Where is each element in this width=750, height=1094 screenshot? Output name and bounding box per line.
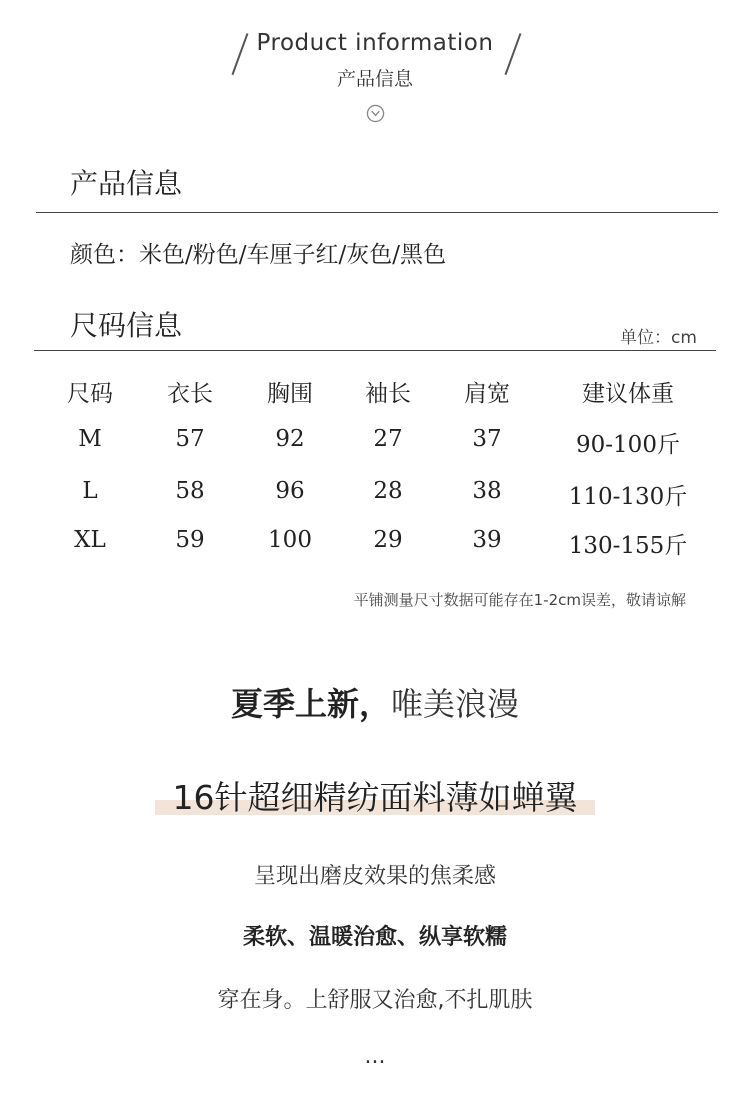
promo-headline — [0, 679, 750, 725]
measurement-note: 平铺测量尺寸数据可能存在1-2cm误差，敬请谅解 — [353, 591, 686, 609]
table-cell: 110-130斤 — [568, 484, 688, 510]
promo-line-1: 呈现出磨皮效果的焦柔感 — [253, 864, 496, 889]
table-cell: 96 — [275, 478, 305, 504]
table-cell: 58 — [175, 478, 205, 504]
table-cell: 92 — [275, 426, 305, 452]
header-title-cn: 产品信息 — [336, 68, 413, 90]
table-header-cell: 肩宽 — [464, 381, 510, 407]
table-header-cell: 袖长 — [365, 381, 411, 407]
promo-line-2: 柔软、温暖治愈、纵享软糯 — [242, 925, 507, 950]
promo-headline-light: 唯美浪漫 — [391, 685, 520, 723]
section-divider — [34, 350, 716, 351]
color-options-text: 颜色：米色/粉色/车厘子红/灰色/黑色 — [70, 242, 446, 268]
table-cell: M — [78, 426, 102, 452]
promo-ellipsis: ... — [364, 1044, 386, 1069]
product-info-title: 产品信息 — [70, 167, 183, 200]
fabric-description: 16针超细精纺面料薄如蝉翼 — [172, 778, 578, 817]
chevron-down-icon — [366, 104, 385, 123]
table-header-cell: 衣长 — [167, 381, 213, 407]
table-cell: 37 — [472, 426, 502, 452]
size-info-title: 尺码信息 — [70, 309, 183, 342]
header-title-en: Product information — [256, 30, 494, 56]
promo-line-3: 穿在身。上舒服又治愈,不扎肌肤 — [217, 988, 533, 1013]
table-cell: 27 — [373, 426, 403, 452]
promo-headline-bold: 夏季上新， — [230, 685, 391, 723]
table-cell: XL — [74, 527, 106, 553]
table-header-cell: 建议体重 — [582, 381, 674, 407]
table-header-cell: 尺码 — [67, 381, 113, 407]
table-cell: 29 — [373, 527, 403, 553]
table-cell: 90-100斤 — [576, 432, 680, 458]
table-cell: 59 — [175, 527, 205, 553]
table-cell: 38 — [472, 478, 502, 504]
table-cell: 39 — [472, 527, 502, 553]
table-cell: 130-155斤 — [568, 533, 688, 559]
table-cell: L — [82, 478, 98, 504]
section-divider — [36, 212, 718, 213]
table-header-cell: 胸围 — [267, 381, 313, 407]
table-cell: 57 — [175, 426, 205, 452]
table-cell: 100 — [268, 527, 312, 553]
table-cell: 28 — [373, 478, 403, 504]
unit-label: 单位：cm — [620, 328, 697, 348]
